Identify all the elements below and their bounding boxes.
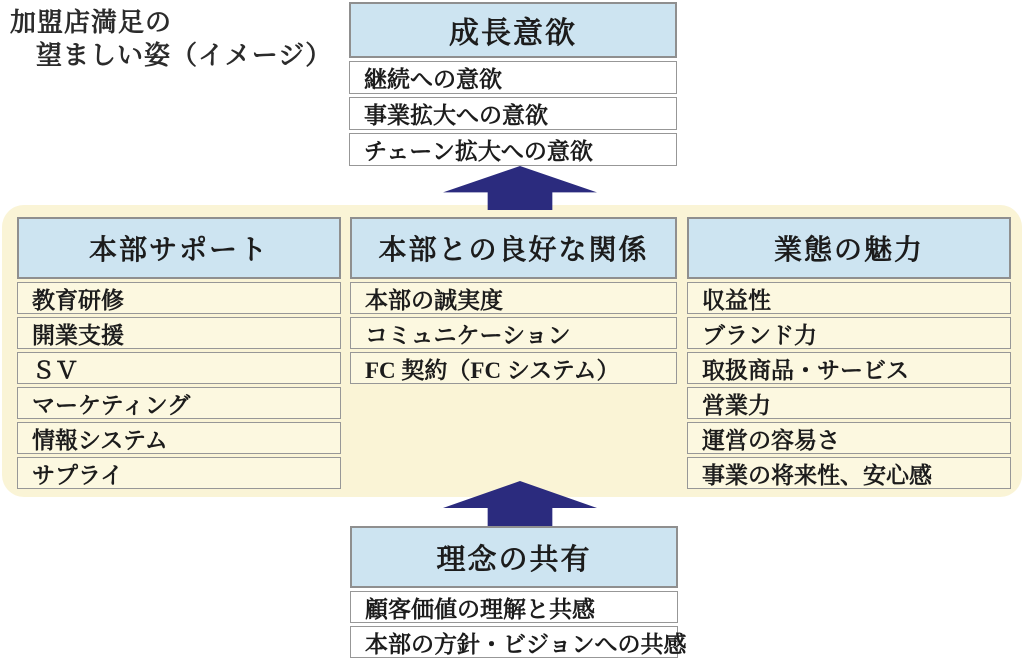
hq-support-header: 本部サポート [17,217,341,279]
list-item: 情報システム [17,422,341,454]
hq-support-box [17,217,341,489]
list-item: 継続への意欲 [349,61,677,94]
list-item: サプライ [17,457,341,489]
up-arrow-icon [443,166,597,210]
list-item: 営業力 [687,387,1011,419]
business-appeal-header: 業態の魅力 [687,217,1011,279]
list-item: マーケティング [17,387,341,419]
list-item: 本部の誠実度 [350,282,677,314]
list-item: 本部の方針・ビジョンへの共感 [350,626,678,658]
growth-motivation-box [349,2,677,166]
list-item: 収益性 [687,282,1011,314]
list-item: 取扱商品・サービス [687,352,1011,384]
list-item: 事業の将来性、安心感 [687,457,1011,489]
hq-relationship-box [350,217,677,384]
list-item: 顧客価値の理解と共感 [350,591,678,623]
list-item: ブランド力 [687,317,1011,349]
page-title [10,6,332,72]
list-item: 事業拡大への意欲 [349,97,677,130]
list-item: 運営の容易さ [687,422,1011,454]
list-item: FC 契約（FC システム） [350,352,677,384]
page-title-line2: 望ましい姿（イメージ） [36,40,333,70]
list-item: 開業支援 [17,317,341,349]
philosophy-box [350,526,687,658]
list-item: コミュニケーション [350,317,677,349]
list-item: ＳＶ [17,352,341,384]
list-item: チェーン拡大への意欲 [349,133,677,166]
business-appeal-box [687,217,1011,489]
list-item: 教育研修 [17,282,341,314]
philosophy-header: 理念の共有 [350,526,678,588]
growth-motivation-header: 成長意欲 [349,2,677,58]
hq-relationship-header: 本部との良好な関係 [350,217,677,279]
page-title-line1: 加盟店満足の [10,7,173,37]
